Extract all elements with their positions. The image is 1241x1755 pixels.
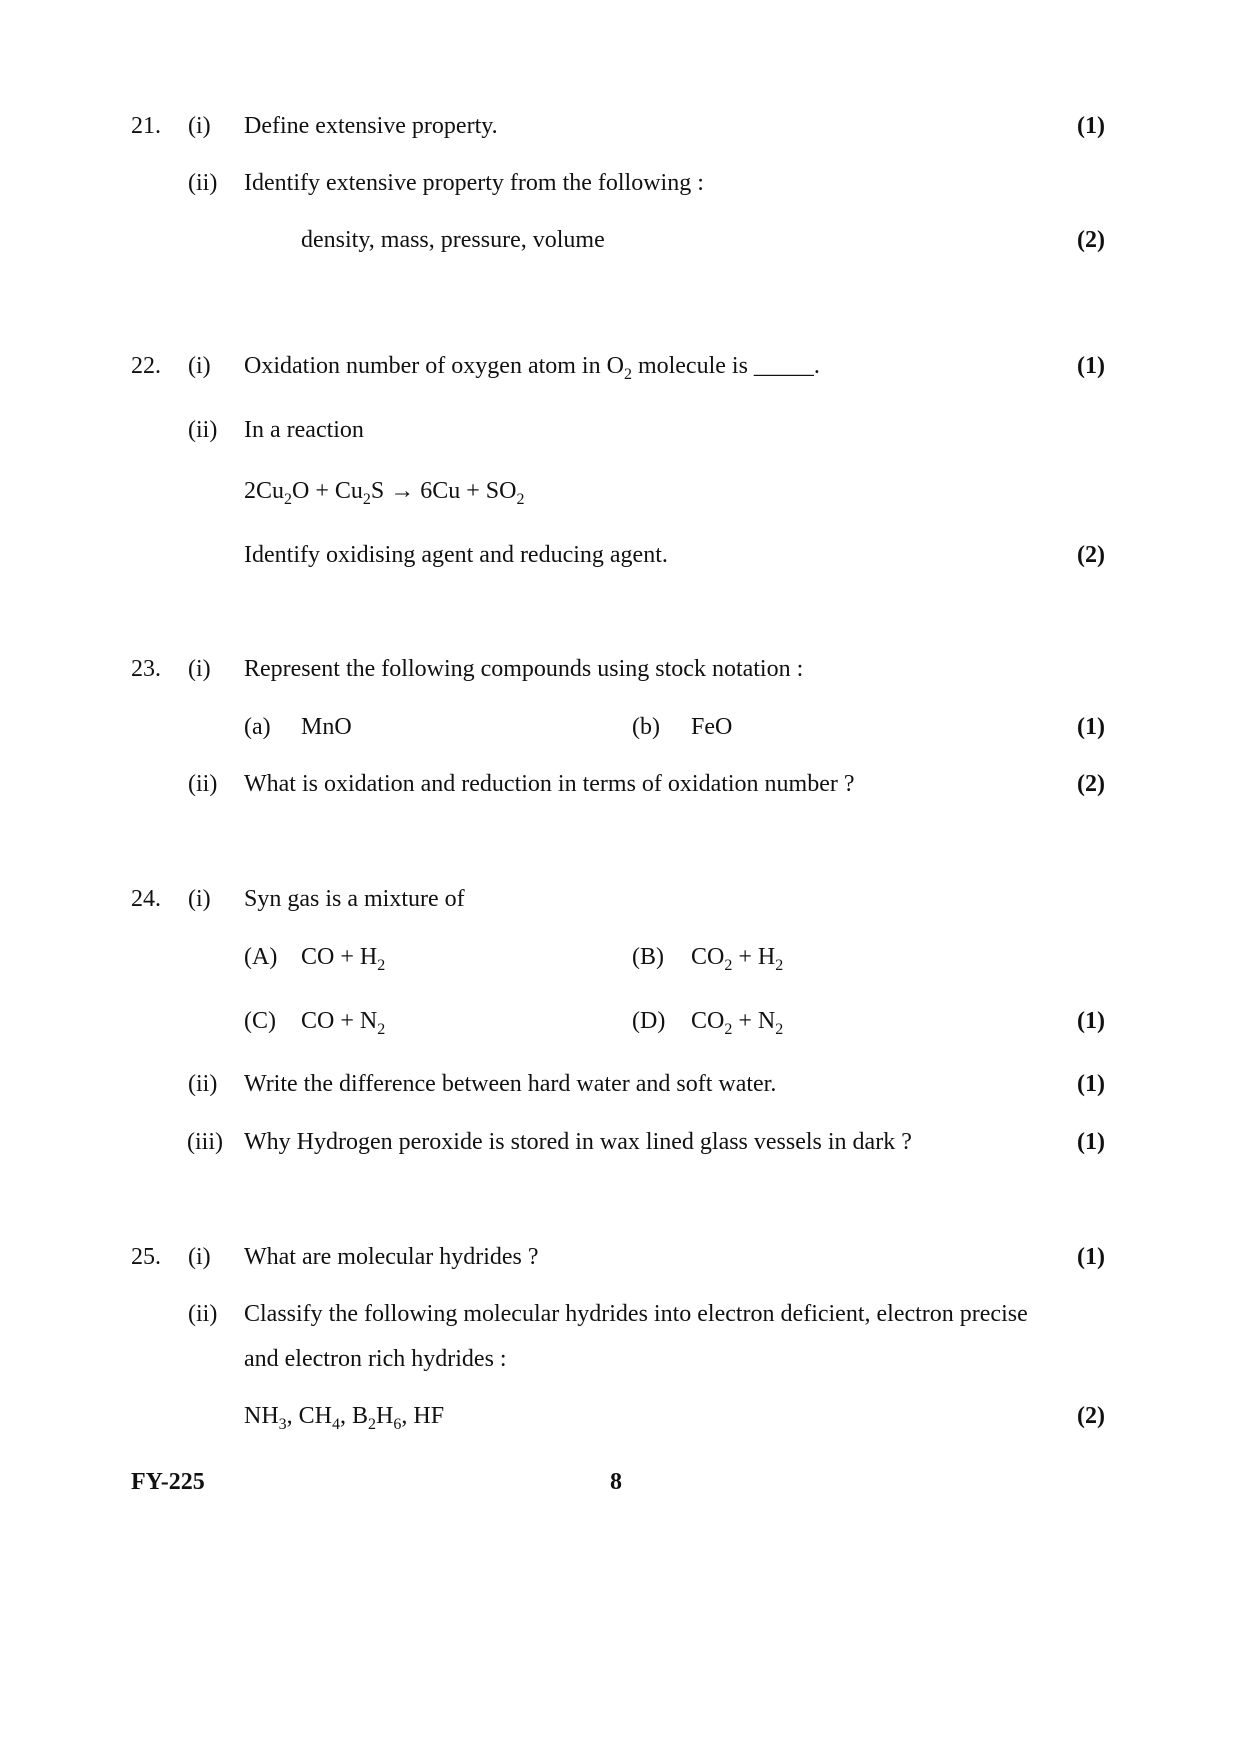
subpart-label: (ii) — [188, 170, 218, 196]
question-number: 21. — [131, 113, 161, 139]
paper-code: FY-225 — [131, 1469, 205, 1495]
marks-label: (2) — [1077, 771, 1105, 797]
option-value: FeO — [691, 714, 733, 740]
marks-label: (1) — [1077, 1008, 1105, 1034]
subpart-label: (ii) — [188, 771, 218, 797]
subpart-label: (i) — [188, 886, 211, 912]
option-value: $CO_2 + H_2$ — [691, 944, 784, 974]
marks-label: (2) — [1077, 542, 1105, 568]
option-label: (b) — [632, 714, 660, 740]
subpart-label: (i) — [188, 113, 211, 139]
question-text: In a reaction — [244, 417, 364, 443]
subpart-label: (ii) — [188, 1071, 218, 1097]
marks-label: (2) — [1077, 1403, 1105, 1429]
page-number: 8 — [610, 1469, 622, 1495]
question-text: Define extensive property. — [244, 113, 498, 139]
option-label: (B) — [632, 944, 664, 970]
question-text: What is oxidation and reduction in terms of oxidation number ? — [244, 771, 855, 797]
question-number: 24. — [131, 886, 161, 912]
chemical-equation: $2Cu_2O + Cu_2S \to 6Cu + SO_2$ — [244, 478, 525, 508]
question-text: Represent the following compounds using stock notation : — [244, 656, 804, 682]
question-text: What are molecular hydrides ? — [244, 1244, 539, 1270]
subpart-label: (ii) — [188, 1301, 218, 1327]
question-number: 22. — [131, 353, 161, 379]
subpart-label: (i) — [188, 656, 211, 682]
hydride-list: $NH_3$, $CH_4$, $B_2H_6$, HF — [244, 1403, 445, 1433]
question-text: Oxidation number of oxygen atom in $O_2$ molecule is _____. — [244, 353, 820, 383]
question-number: 25. — [131, 1244, 161, 1270]
marks-label: (1) — [1077, 1244, 1105, 1270]
question-text: Write the difference between hard water and soft water. — [244, 1071, 777, 1097]
question-number: 23. — [131, 656, 161, 682]
question-text: Classify the following molecular hydrides into electron deficient, electron precise — [244, 1301, 1028, 1327]
marks-label: (1) — [1077, 714, 1105, 740]
subpart-label: (i) — [188, 353, 211, 379]
question-text: Identify extensive property from the following : — [244, 170, 704, 196]
marks-label: (1) — [1077, 1129, 1105, 1155]
option-label: (a) — [244, 714, 271, 740]
subpart-label: (i) — [188, 1244, 211, 1270]
marks-label: (1) — [1077, 1071, 1105, 1097]
option-value: MnO — [301, 714, 352, 740]
option-value: $CO_2 + N_2$ — [691, 1008, 784, 1038]
question-text: Why Hydrogen peroxide is stored in wax lined glass vessels in dark ? — [244, 1129, 912, 1155]
subpart-label: (iii) — [187, 1129, 223, 1155]
question-text: Syn gas is a mixture of — [244, 886, 465, 912]
marks-label: (1) — [1077, 353, 1105, 379]
option-value: CO + $H_2$ — [301, 944, 386, 974]
option-label: (D) — [632, 1008, 666, 1034]
marks-label: (1) — [1077, 113, 1105, 139]
marks-label: (2) — [1077, 227, 1105, 253]
question-text: and electron rich hydrides : — [244, 1346, 507, 1372]
question-text: Identify oxidising agent and reducing agent. — [244, 542, 668, 568]
property-list: density, mass, pressure, volume — [301, 227, 605, 253]
subpart-label: (ii) — [188, 417, 218, 443]
option-label: (C) — [244, 1008, 276, 1034]
option-label: (A) — [244, 944, 278, 970]
option-value: CO + $N_2$ — [301, 1008, 386, 1038]
